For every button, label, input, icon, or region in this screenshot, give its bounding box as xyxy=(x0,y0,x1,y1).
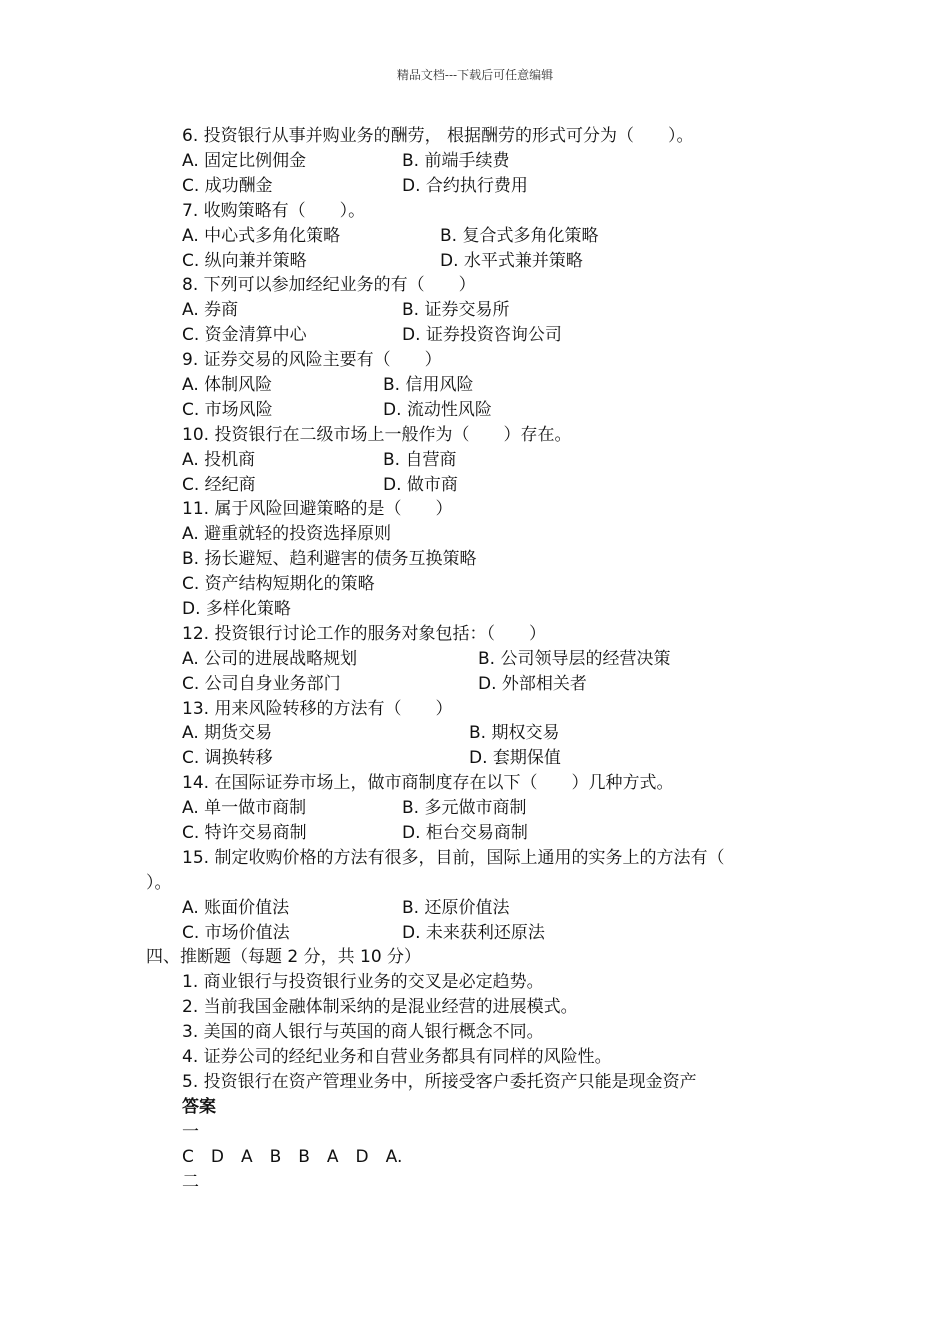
q14-option-d: D. 柜台交易商制 xyxy=(402,823,528,843)
q9-option-d: D. 流动性风险 xyxy=(383,400,492,420)
q6-option-c: C. 成功酬金 xyxy=(182,176,273,196)
q12-option-a: A. 公司的进展战略规划 xyxy=(182,649,358,669)
q7-option-d: D. 水平式兼并策略 xyxy=(440,251,583,271)
answers-part-2-label: 二 xyxy=(182,1172,199,1192)
judgement-item: 2. 当前我国金融体制采纳的是混业经营的进展模式。 xyxy=(182,997,578,1017)
question-15-stem-continued: ）。 xyxy=(146,873,172,893)
q11-option-b: B. 扬长避短、趋利避害的债务互换策略 xyxy=(182,549,477,569)
q10-option-b: B. 自营商 xyxy=(383,450,457,470)
q15-option-c: C. 市场价值法 xyxy=(182,923,290,943)
q13-option-c: C. 调换转移 xyxy=(182,748,273,768)
q8-option-d: D. 证券投资咨询公司 xyxy=(402,325,562,345)
q10-option-d: D. 做市商 xyxy=(383,475,458,495)
answers-part-1-label: 一 xyxy=(182,1122,199,1142)
question-12-stem: 12. 投资银行讨论工作的服务对象包括：（ ） xyxy=(182,624,546,644)
q13-option-d: D. 套期保值 xyxy=(469,748,561,768)
judgement-item: 5. 投资银行在资产管理业务中，所接受客户委托资产只能是现金资产 xyxy=(182,1072,697,1092)
question-9-stem: 9. 证券交易的风险主要有（ ） xyxy=(182,350,442,370)
answers-title: 答案 xyxy=(182,1097,216,1117)
q15-option-d: D. 未来获利还原法 xyxy=(402,923,545,943)
question-8-stem: 8. 下列可以参加经纪业务的有（ ） xyxy=(182,275,476,295)
question-15-stem: 15. 制定收购价格的方法有很多，目前，国际上通用的实务上的方法有（ xyxy=(182,848,725,868)
question-13-stem: 13. 用来风险转移的方法有（ ） xyxy=(182,699,453,719)
q7-option-a: A. 中心式多角化策略 xyxy=(182,226,341,246)
section-4-title: 四、推断题（每题 2 分，共 10 分） xyxy=(146,947,422,967)
q12-option-b: B. 公司领导层的经营决策 xyxy=(478,649,671,669)
question-6-stem: 6. 投资银行从事并购业务的酬劳， 根据酬劳的形式可分为（ ）。 xyxy=(182,126,694,146)
q10-option-c: C. 经纪商 xyxy=(182,475,256,495)
q8-option-a: A. 券商 xyxy=(182,300,239,320)
q12-option-d: D. 外部相关者 xyxy=(478,674,587,694)
q14-option-b: B. 多元做市商制 xyxy=(402,798,527,818)
q14-option-c: C. 特许交易商制 xyxy=(182,823,307,843)
question-7-stem: 7. 收购策略有（ ）。 xyxy=(182,201,366,221)
q9-option-b: B. 信用风险 xyxy=(383,375,474,395)
q15-option-b: B. 还原价值法 xyxy=(402,898,510,918)
q8-option-b: B. 证券交易所 xyxy=(402,300,510,320)
q9-option-a: A. 体制风险 xyxy=(182,375,273,395)
q7-option-b: B. 复合式多角化策略 xyxy=(440,226,599,246)
q7-option-c: C. 纵向兼并策略 xyxy=(182,251,307,271)
q8-option-c: C. 资金清算中心 xyxy=(182,325,307,345)
q9-option-c: C. 市场风险 xyxy=(182,400,273,420)
q6-option-d: D. 合约执行费用 xyxy=(402,176,528,196)
question-10-stem: 10. 投资银行在二级市场上一般作为（ ）存在。 xyxy=(182,425,572,445)
q10-option-a: A. 投机商 xyxy=(182,450,256,470)
q11-option-d: D. 多样化策略 xyxy=(182,599,291,619)
q11-option-c: C. 资产结构短期化的策略 xyxy=(182,574,375,594)
judgement-item: 4. 证券公司的经纪业务和自营业务都具有同样的风险性。 xyxy=(182,1047,612,1067)
q6-option-b: B. 前端手续费 xyxy=(402,151,510,171)
answers-part-1-values: C D A B B A D A. xyxy=(182,1147,403,1167)
question-14-stem: 14. 在国际证券市场上，做市商制度存在以下（ ）几种方式。 xyxy=(182,773,674,793)
q6-option-a: A. 固定比例佣金 xyxy=(182,151,307,171)
judgement-item: 1. 商业银行与投资银行业务的交叉是必定趋势。 xyxy=(182,972,544,992)
q11-option-a: A. 避重就轻的投资选择原则 xyxy=(182,524,392,544)
page-header: 精品文档---下载后可任意编辑 xyxy=(396,68,554,82)
q14-option-a: A. 单一做市商制 xyxy=(182,798,307,818)
question-11-stem: 11. 属于风险回避策略的是（ ） xyxy=(182,499,453,519)
q15-option-a: A. 账面价值法 xyxy=(182,898,290,918)
q13-option-a: A. 期货交易 xyxy=(182,723,273,743)
q12-option-c: C. 公司自身业务部门 xyxy=(182,674,341,694)
judgement-item: 3. 美国的商人银行与英国的商人银行概念不同。 xyxy=(182,1022,544,1042)
q13-option-b: B. 期权交易 xyxy=(469,723,560,743)
